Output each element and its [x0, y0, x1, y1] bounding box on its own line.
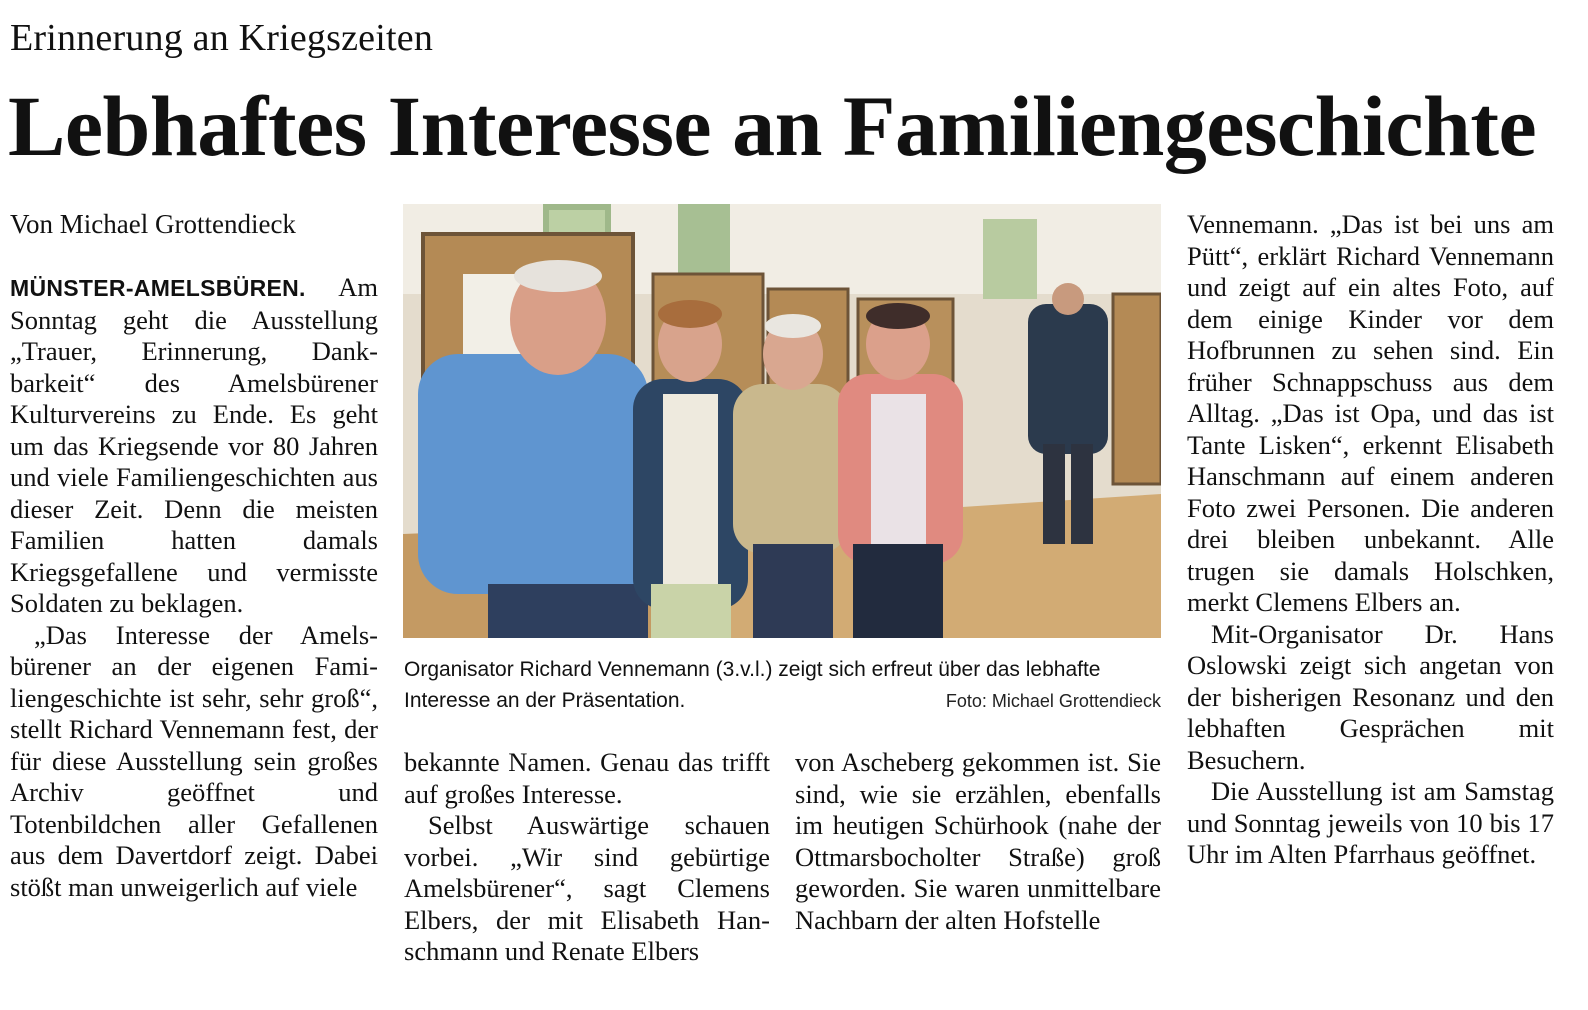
photo-caption: Organisator Richard Vennemann (3.v.l.) zeigt sich erfreut über das lebhafte Interesse an der Präsentation. [404, 658, 1101, 712]
paragraph: „Das Interesse der Amelsbürener an der eigenen Familiengeschichte ist sehr, sehr groß“, stellt Richard Vennemann fest, der für diese Ausstellung sein großes Archiv geöffnet und Totenbildchen aller Gefallenen aus dem Davertdorf zeigt. Dabei stößt man unweigerlich auf viele [10, 619, 378, 902]
paragraph: von Ascheberg gekommen ist. Sie sind, wie sie erzählen, ebenfalls im heutigen Schürhook (nahe der Ottmarsbocholter Straße) groß geworden. Sie waren unmittelbare Nachbarn der alten Hofstelle [795, 747, 1161, 935]
article-column-1 [10, 272, 378, 903]
article-headline: Lebhaftes Interesse an Familiengeschichte [8, 78, 1537, 174]
article-photo [403, 204, 1161, 638]
paragraph: bekannte Namen. Genau das trifft auf großes Interesse. [404, 747, 770, 809]
paragraph: Vennemann. „Das ist bei uns am Pütt“, erklärt Richard Vennemann und zeigt auf ein altes Foto, auf dem einige Kinder vor dem Hofbrunnen zu sehen sind. Ein früher Schnappschuss aus dem Alltag. „Das ist Opa, und das ist Tante Lisken“, erkennt Elisabeth Hanschmann auf einem anderen Foto zwei Personen. Die anderen drei bleiben unbekannt. Alle trugen sie damals Holschken, merkt Clemens Elbers an. [1187, 209, 1554, 617]
paragraph: Selbst Auswärtige schauen vorbei. „Wir sind gebürtige Amelsbürener“, sagt Clemens Elbers, der mit Elisabeth Hanschmann und Renate Elbers [404, 810, 770, 966]
article-column-2 [404, 747, 770, 968]
dateline: MÜNSTER-AMELSBÜREN. [10, 275, 306, 301]
paragraph-text: Am Sonntag geht die Ausstellung „Trauer, Erinnerung, Dankbarkeit“ des Amelsbürener Kulturvereins zu Ende. Es geht um das Kriegsende vor 80 Jahren und viele Familiengeschichten aus dieser Zeit. Denn die meisten Familien hatten damals Kriegsgefallene und vermisste Soldaten zu beklagen. [10, 272, 378, 618]
exhibition-photo-image [403, 204, 1161, 638]
paragraph: Mit-Organisator Dr. Hans Oslowski zeigt sich angetan von der bisherigen Resonanz und den lebhaften Gesprächen mit Besuchern. [1187, 618, 1554, 775]
article-column-3 [795, 747, 1161, 936]
paragraph [10, 272, 378, 620]
article-kicker: Erinnerung an Kriegszeiten [10, 17, 434, 59]
photo-credit: Foto: Michael Grottendieck [945, 691, 1161, 711]
article-column-4 [1187, 209, 1554, 871]
article-byline: Von Michael Grottendieck [10, 209, 296, 239]
paragraph: Die Ausstellung ist am Samstag und Sonntag jeweils von 10 bis 17 Uhr im Alten Pfarrhaus geöffnet. [1187, 776, 1554, 869]
